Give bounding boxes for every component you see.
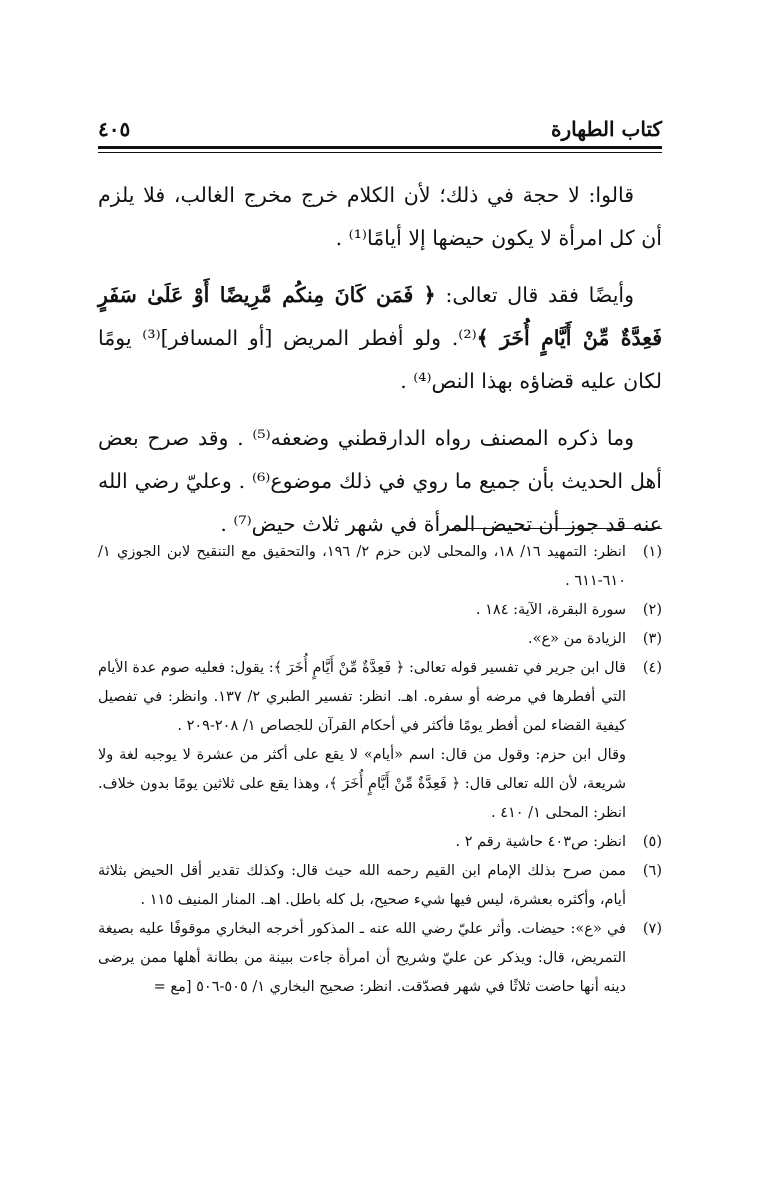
footnote-text bbox=[98, 596, 626, 625]
footnote-2 bbox=[98, 596, 662, 625]
page-header bbox=[98, 112, 662, 146]
footnote-number: (٢) bbox=[642, 602, 662, 618]
footnote-paragraph: وقال ابن حزم: وقول من قال: اسم «أيام» لا يقع على أكثر من عشرة لا يوجبه لغة ولا شريعة، لأن الله تعالى قال: ﴿ فَعِدَّةٌ مِّنْ أَيَّامٍ أُخَرَ ﴾، وهذا يقع على ثلاثين يومًا بدون خلاف. انظر: المحلى ١/ ٤١٠ . bbox=[98, 747, 626, 821]
footnote-7 bbox=[98, 915, 662, 1002]
main-text bbox=[98, 174, 662, 560]
footnote-paragraph: قال ابن جرير في تفسير قوله تعالى: ﴿ فَعِدَّةٌ مِّنْ أَيَّامٍ أُخَرَ ﴾: يقول: فعليه صوم عدة الأيام التي أفطرها في مرضه أو سفره. اهـ. انظر: تفسير الطبري ٢/ ١٣٧. وانظر: في تفصيل كيفية القضاء لمن أفطر يومًا فأكثر في أحكام القرآن للجصاص ١/ ٢٠٨-٢٠٩ . bbox=[98, 660, 626, 734]
footnote-text bbox=[98, 625, 626, 654]
footnote-text bbox=[98, 538, 626, 596]
paragraph-2 bbox=[98, 274, 662, 403]
footnote-4 bbox=[98, 654, 662, 828]
footnote-paragraph: سورة البقرة، الآية: ١٨٤ . bbox=[475, 602, 626, 618]
footnote-6 bbox=[98, 857, 662, 915]
footnote-number: (٤) bbox=[642, 660, 662, 676]
footnote-paragraph: ممن صرح بذلك الإمام ابن القيم رحمه الله حيث قال: وكذلك تقدير أقل الحيض بثلاثة أيام، وأكثره بعشرة، ليس فيها شيء صحيح، بل كله باطل. اهـ. المنار المنيف ١١٥ . bbox=[98, 863, 626, 908]
footnote-1 bbox=[98, 538, 662, 596]
footnote-text bbox=[98, 857, 626, 915]
footnote-paragraph: الزيادة من «ع». bbox=[528, 631, 626, 647]
footnotes bbox=[98, 538, 662, 1002]
paragraph-2-rest: ⁽²⁾. ولو أفطر المريض [أو المسافر]⁽³⁾ يومًا لكان عليه قضاؤه بهذا النص⁽⁴⁾ . bbox=[98, 326, 662, 393]
paragraph-1: قالوا: لا حجة في ذلك؛ لأن الكلام خرج مخرج الغالب، فلا يلزم أن كل امرأة لا يكون حيضها إلا أيامًا⁽¹⁾ . bbox=[98, 183, 662, 250]
footnote-number: (٦) bbox=[642, 863, 662, 879]
page-number: ٤٠٥ bbox=[98, 117, 131, 141]
footnote-number: (٣) bbox=[642, 631, 662, 647]
footnote-text bbox=[98, 828, 626, 857]
header-rule-thin bbox=[98, 152, 662, 153]
footnote-paragraph: انظر: التمهيد ١٦/ ١٨، والمحلى لابن حزم ٢/ ١٩٦، والتحقيق مع التنقيح لابن الجوزي ١/ ٦١٠-٦١١ . bbox=[98, 544, 626, 589]
running-title: كتاب الطهارة bbox=[551, 117, 662, 141]
footnote-number: (٧) bbox=[642, 921, 662, 937]
header-rule-thick bbox=[98, 146, 662, 149]
footnote-text bbox=[98, 654, 626, 828]
footnote-text bbox=[98, 915, 626, 1002]
paragraph-2-intro: وأيضًا فقد قال تعالى: bbox=[435, 283, 635, 307]
footnote-number: (١) bbox=[642, 544, 662, 560]
footnote-number: (٥) bbox=[642, 834, 662, 850]
footnote-paragraph: في «ع»: حيضات. وأثر عليّ رضي الله عنه ـ المذكور أخرجه البخاري موقوفًا عليه بصيغة التمريض، قال: ويذكر عن عليّ وشريح أن امرأة جاءت ببينة من بطانة أهلها ممن يرضى دينه أنها حاضت ثلاثًا في شهر فصدّقت. انظر: صحيح البخاري ١/ ٥٠٥-٥٠٦ [مع = bbox=[98, 921, 626, 995]
footnote-paragraph: انظر: ص٤٠٣ حاشية رقم ٢ . bbox=[455, 834, 626, 850]
quran-verse: ﴿ فَمَن كَانَ مِنكُم مَّرِيضًا أَوْ عَلَىٰ سَفَرٍ فَعِدَّةٌ مِّنْ أَيَّامٍ أُخَرَ ﴾ bbox=[98, 283, 663, 350]
paragraph-3: وما ذكره المصنف رواه الدارقطني وضعفه⁽⁵⁾ . وقد صرح بعض أهل الحديث بأن جميع ما روي في ذلك موضوع⁽⁶⁾ . وعليّ رضي الله عنه قد جوز أن تحيض المرأة في شهر ثلاث حيض⁽⁷⁾ . bbox=[98, 426, 662, 536]
footnote-3 bbox=[98, 625, 662, 654]
footnote-separator bbox=[452, 528, 662, 529]
footnote-5 bbox=[98, 828, 662, 857]
